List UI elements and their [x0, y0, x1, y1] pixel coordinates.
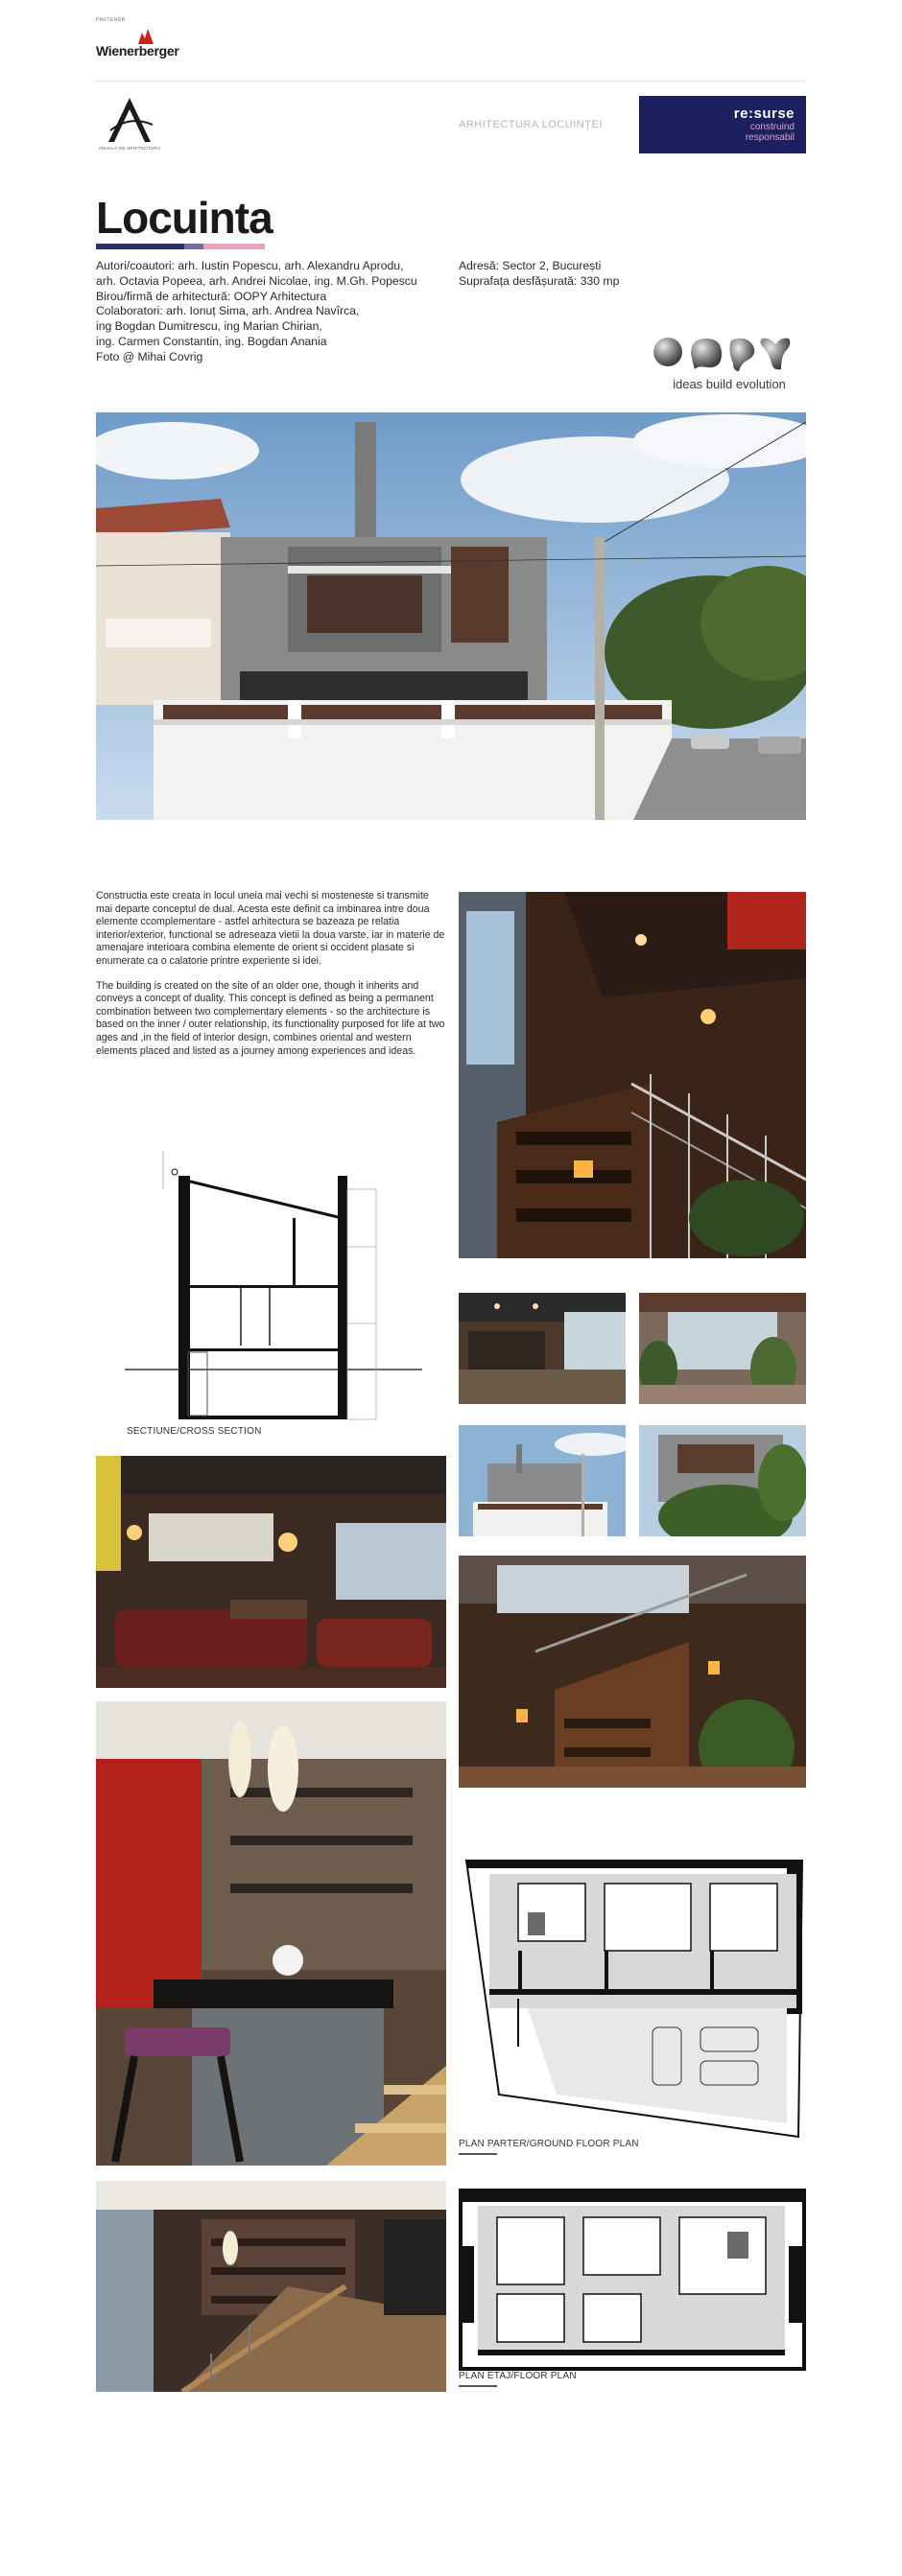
photo-living-room	[96, 1456, 446, 1688]
wienerberger-wordmark: Wienerberger	[96, 43, 179, 59]
ideas-build-evolution-logo	[653, 331, 806, 398]
category-label: ARHITECTURA LOCUINȚEI	[459, 119, 603, 130]
title-color-bar	[96, 244, 265, 249]
ground-floor-plan	[461, 1855, 808, 2143]
anuala-a-icon	[101, 96, 158, 144]
resurse-line-2: responsabil	[745, 132, 795, 143]
color-bar-purple	[184, 244, 203, 249]
photo-street-view	[459, 1425, 626, 1536]
photo-kitchen	[459, 1293, 626, 1404]
photo-garden-facade	[639, 1425, 806, 1536]
credit-line: Birou/firmă de arhitectură: OOPY Arhitectura	[96, 289, 327, 303]
scale-bar	[459, 2153, 497, 2155]
photo-stair-detail	[459, 1556, 806, 1788]
description-en: The building is created on the site of an older one, though it inherits and conveys a concept of duality. This concept is defined as being a permanent combination between two complementary elements - so the architecture is based on the inner / outer relationship, its functionality purposed for life at two ages and ,in the field of interior design, combines oriental and western elements placed and listed as a journey among experiences and ideas.	[96, 979, 445, 1057]
page-title: Locuinta	[96, 193, 273, 243]
credit-line: Colaboratori: arh. Ionuț Sima, arh. Andrea Navîrca,	[96, 304, 360, 318]
credit-line: ing Bogdan Dumitrescu, ing Marian Chirian,	[96, 319, 322, 334]
resurse-title: re:surse	[733, 105, 795, 122]
scale-bar-2	[459, 2385, 497, 2387]
ibe-shapes-icon	[653, 331, 806, 373]
credit-line: arh. Octavia Popeea, arh. Andrei Nicolae, ing. M.Gh. Popescu	[96, 273, 417, 288]
address-line: Adresă: Sector 2, București	[459, 259, 602, 272]
caption-ground-floor-plan: PLAN PARTER/GROUND FLOOR PLAN	[459, 2139, 639, 2149]
photo-terrace	[639, 1293, 806, 1404]
credit-line: Autori/coautori: arh. Iustin Popescu, arh. Alexandru Aprodu,	[96, 259, 404, 272]
credits-block	[96, 259, 451, 365]
photo-staircase	[459, 892, 806, 1258]
area-line: Suprafața desfășurată: 330 mp	[459, 273, 620, 288]
resurse-badge	[639, 96, 806, 153]
address-block	[459, 259, 699, 290]
cross-section-drawing	[125, 1132, 422, 1429]
header-divider	[96, 81, 806, 82]
color-bar-pink	[203, 244, 265, 249]
resurse-line-1: construind	[749, 122, 795, 132]
project-description	[96, 890, 446, 1058]
sponsor-label: PARTENER	[96, 17, 126, 23]
wienerberger-roof-icon	[136, 27, 155, 44]
photo-interior-stair	[96, 2181, 446, 2392]
color-bar-navy	[96, 244, 184, 249]
upper-floor-plan	[459, 2189, 806, 2371]
ibe-tagline: ideas build evolution	[673, 377, 786, 391]
anuala-logo	[96, 96, 163, 155]
caption-floor-plan: PLAN ETAJ/FLOOR PLAN	[459, 2371, 577, 2381]
wienerberger-logo	[96, 27, 179, 58]
description-ro: Constructia este creata in locul uneia mai vechi si mosteneste si transmite mai departe conceptul de dual. Acesta este definit ca imbinarea intre doua elemente ccomplementare - astfel arhitectura se bazeaza pe relatia interior/exterior, functional se adreseaza vietii la doua varste, iar in materie de amenajare interioara combina elemente de orient si occident plasate si enumerate ca o calatorie printre experiente si idei.	[96, 890, 445, 967]
credit-line: ing. Carmen Constantin, ing. Bogdan Anania	[96, 334, 327, 348]
hero-photo-exterior	[96, 412, 806, 820]
anuala-caption: ANUALA DE ARHITECTURA	[98, 146, 161, 151]
credit-line: Foto @ Mihai Covrig	[96, 349, 203, 363]
photo-kitchen-bar	[96, 1701, 446, 2166]
caption-cross-section: SECTIUNE/CROSS SECTION	[127, 1426, 262, 1437]
